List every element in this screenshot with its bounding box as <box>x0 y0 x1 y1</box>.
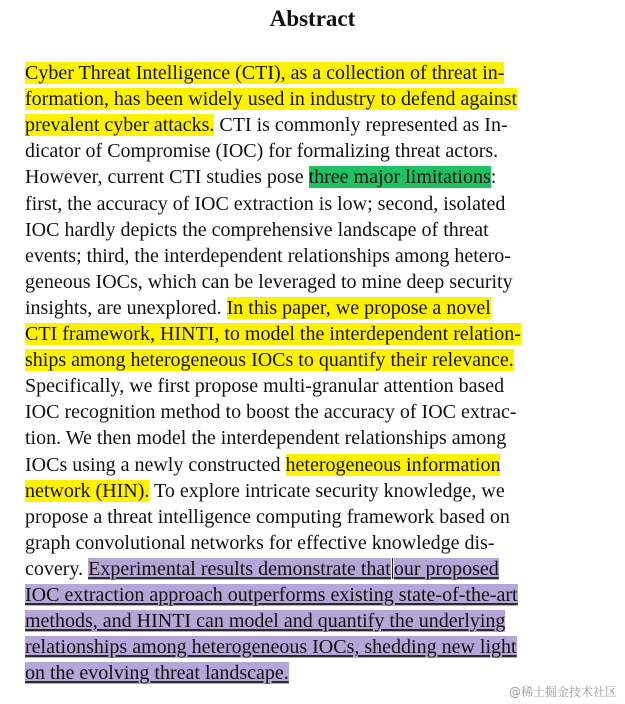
text-line <box>25 295 599 321</box>
abstract-heading: Abstract <box>269 6 356 31</box>
text-run: However, current CTI studies pose <box>25 166 309 189</box>
text-line <box>25 530 599 556</box>
site-watermark: @稀土掘金技术社区 <box>508 685 617 699</box>
text-run: first, the accuracy of IOC extraction is low; second, isolated <box>25 192 506 215</box>
text-run: IOCs using a newly constructed <box>25 453 286 476</box>
text-run: covery. <box>25 557 89 580</box>
text-run: Specifically, we first propose multi-granular attention based <box>25 375 505 398</box>
text-run: dicator of Compromise (IOC) for formalizing threat actors. <box>25 140 499 163</box>
text-run: IOC hardly depicts the comprehensive landscape of threat <box>25 218 489 241</box>
text-line <box>25 347 599 373</box>
text-line <box>25 86 599 112</box>
text-line <box>25 425 599 451</box>
text-line <box>25 608 599 634</box>
text-run: propose a threat intelligence computing framework based on <box>25 505 510 528</box>
highlight-yellow: ships among heterogeneous IOCs to quantify their relevance. <box>25 349 514 372</box>
text-run: IOC recognition method to boost the accuracy of IOC extrac- <box>25 401 517 424</box>
text-line <box>25 452 599 478</box>
text-line <box>25 60 599 86</box>
text-run: geneous IOCs, which can be leveraged to mine deep security <box>25 270 513 293</box>
text-line <box>25 217 599 243</box>
text-line <box>25 112 599 138</box>
text-run: insights, are unexplored. <box>25 296 227 319</box>
text-line <box>25 582 599 608</box>
highlight-purple: Experimental results demonstrate that <box>88 557 391 580</box>
text-line <box>25 138 599 164</box>
text-line <box>25 478 599 504</box>
highlight-purple: our proposed <box>393 557 499 580</box>
text-line <box>25 164 599 190</box>
highlight-yellow: network (HIN). <box>25 479 150 502</box>
text-run: To explore intricate security knowledge, we <box>149 479 505 502</box>
highlight-purple: methods, and HINTI can model and quantify the underlying <box>25 610 506 633</box>
text-run: tion. We then model the interdependent relationships among <box>25 427 507 450</box>
text-line <box>25 556 599 582</box>
highlight-yellow: CTI framework, HINTI, to model the interdependent relation- <box>25 323 521 345</box>
text-run: CTI is commonly represented as In- <box>214 114 508 137</box>
text-line <box>25 321 599 347</box>
text-line <box>25 399 599 425</box>
text-line <box>25 269 599 295</box>
highlight-green: three major limitations <box>308 166 491 189</box>
highlight-purple: IOC extraction approach outperforms existing state-of-the-art <box>25 584 518 606</box>
text-run: graph convolutional networks for effective knowledge dis- <box>25 531 495 554</box>
text-run: events; third, the interdependent relationships among hetero- <box>25 244 511 267</box>
text-line <box>25 634 599 660</box>
highlight-yellow: heterogeneous information <box>285 453 501 476</box>
highlight-yellow: prevalent cyber attacks. <box>25 114 215 137</box>
highlight-purple: relationships among heterogeneous IOCs, shedding new light <box>25 636 517 659</box>
text-cursor <box>392 558 393 579</box>
highlight-yellow: Cyber Threat Intelligence (CTI), as a collection of threat in- <box>25 62 505 84</box>
highlight-purple: on the evolving threat landscape. <box>25 662 289 685</box>
text-line <box>25 191 599 217</box>
text-line <box>25 243 599 269</box>
text-run: : <box>490 166 497 189</box>
text-line <box>25 373 599 399</box>
highlight-yellow: formation, has been widely used in industry to defend against <box>25 88 518 111</box>
text-line <box>25 504 599 530</box>
highlight-yellow: In this paper, we propose a novel <box>226 296 491 319</box>
